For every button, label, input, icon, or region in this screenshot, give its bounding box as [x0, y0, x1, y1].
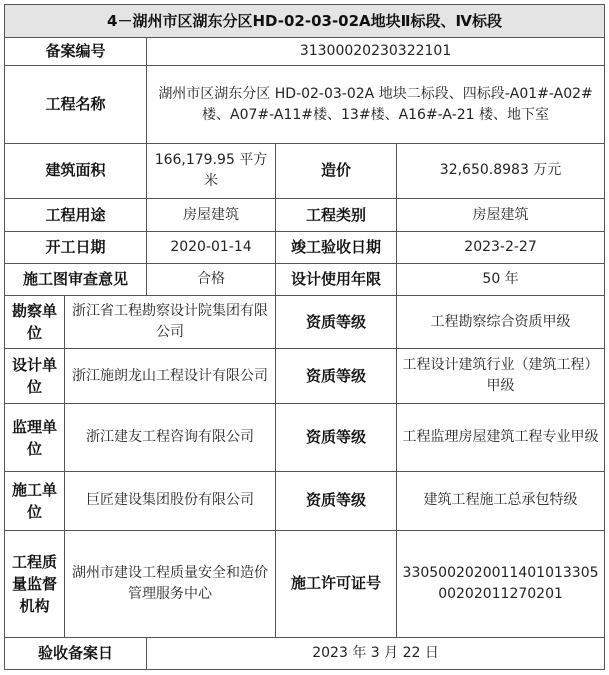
cost-value: 32,650.8983 万元 [397, 143, 605, 198]
table-title: 4－湖州市区湖东分区HD-02-03-02A地块Ⅱ标段、Ⅳ标段 [5, 5, 605, 38]
category-label: 工程类别 [276, 198, 397, 231]
record-no-label: 备案编号 [5, 38, 147, 66]
survey-qual-value: 工程勘察综合资质甲级 [397, 296, 605, 349]
survey-unit-label: 勘察单位 [5, 296, 65, 349]
project-record-table [4, 4, 605, 670]
design-unit-name: 浙江施朗龙山工程设计有限公司 [65, 349, 276, 404]
supervisor-qual-label: 资质等级 [276, 404, 397, 471]
project-name-label: 工程名称 [5, 66, 147, 144]
construction-qual-label: 资质等级 [276, 471, 397, 530]
supervisor-unit-label: 监理单位 [5, 404, 65, 471]
permit-no-value: 330500202001140101330500202011270201 [397, 530, 605, 637]
supervisor-qual-value: 工程监理房屋建筑工程专业甲级 [397, 404, 605, 471]
completion-date-value: 2023-2-27 [397, 232, 605, 264]
design-life-value: 50 年 [397, 264, 605, 296]
supervision-org-label: 工程质量监督机构 [5, 530, 65, 637]
building-area-label: 建筑面积 [5, 143, 147, 198]
construction-qual-value: 建筑工程施工总承包特级 [397, 471, 605, 530]
drawing-review-label: 施工图审查意见 [5, 264, 147, 296]
design-unit-label: 设计单位 [5, 349, 65, 404]
completion-date-label: 竣工验收日期 [276, 232, 397, 264]
category-value: 房屋建筑 [397, 198, 605, 231]
acceptance-date-label: 验收备案日 [5, 637, 147, 669]
supervision-org-name: 湖州市建设工程质量安全和造价管理服务中心 [65, 530, 276, 637]
survey-unit-name: 浙江省工程勘察设计院集团有限公司 [65, 296, 276, 349]
acceptance-date-value: 2023 年 3 月 22 日 [147, 637, 605, 669]
start-date-value: 2020-01-14 [147, 232, 276, 264]
construction-unit-label: 施工单位 [5, 471, 65, 530]
drawing-review-value: 合格 [147, 264, 276, 296]
permit-no-label: 施工许可证号 [276, 530, 397, 637]
project-name-value: 湖州市区湖东分区 HD-02-03-02A 地块二标段、四标段-A01#-A02#楼、A07#-A11#楼、13#楼、A16#-A-21 楼、地下室 [147, 66, 605, 144]
construction-unit-name: 巨匠建设集团股份有限公司 [65, 471, 276, 530]
supervisor-unit-name: 浙江建友工程咨询有限公司 [65, 404, 276, 471]
usage-value: 房屋建筑 [147, 198, 276, 231]
design-qual-value: 工程设计建筑行业（建筑工程）甲级 [397, 349, 605, 404]
building-area-value: 166,179.95 平方米 [147, 143, 276, 198]
usage-label: 工程用途 [5, 198, 147, 231]
design-qual-label: 资质等级 [276, 349, 397, 404]
design-life-label: 设计使用年限 [276, 264, 397, 296]
start-date-label: 开工日期 [5, 232, 147, 264]
cost-label: 造价 [276, 143, 397, 198]
record-no-value: 31300020230322101 [147, 38, 605, 66]
survey-qual-label: 资质等级 [276, 296, 397, 349]
